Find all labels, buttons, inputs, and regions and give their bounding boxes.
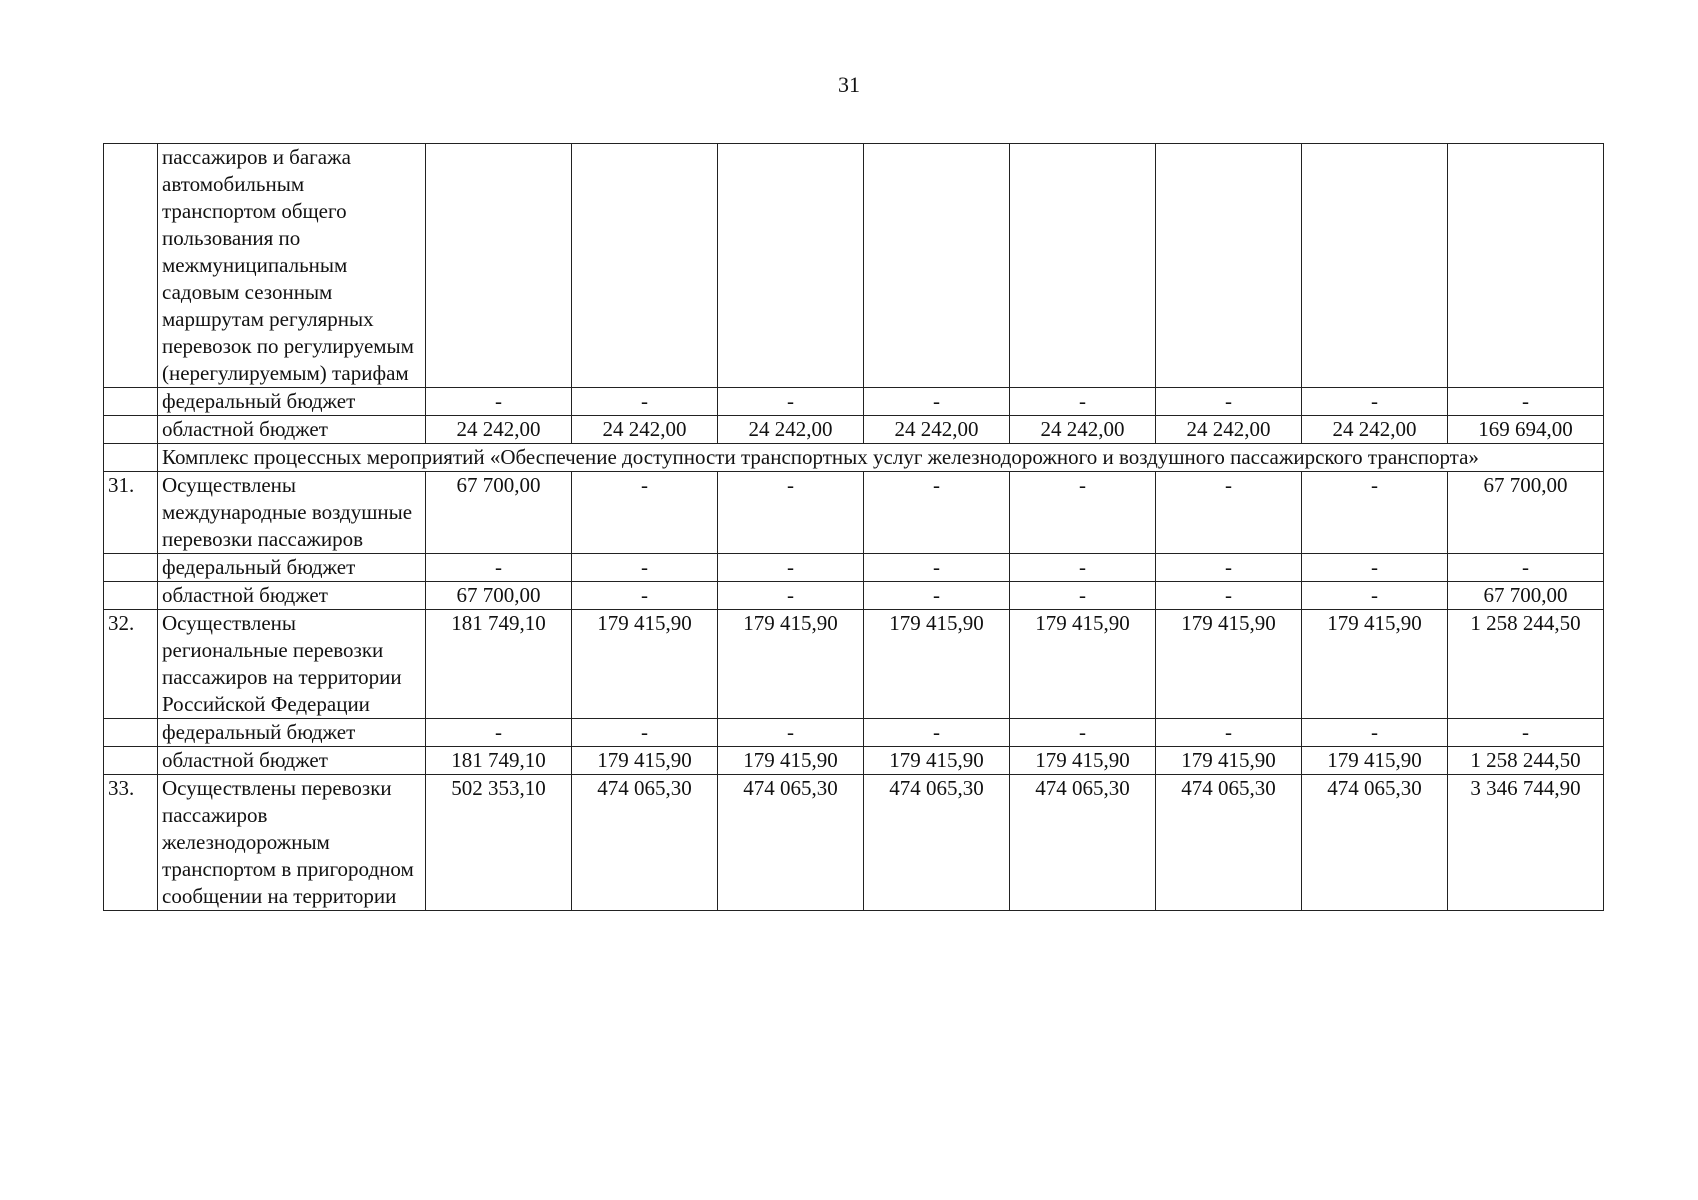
section-num-cell <box>104 444 158 472</box>
value-cell-total: - <box>1448 719 1604 747</box>
table-row-budget-source <box>104 719 1604 747</box>
value-cell: - <box>864 719 1010 747</box>
row-number <box>104 719 158 747</box>
value-cell: 67 700,00 <box>426 472 572 554</box>
value-cell: 474 065,30 <box>718 775 864 911</box>
value-cell: 179 415,90 <box>1010 610 1156 719</box>
value-cell: - <box>426 388 572 416</box>
table-row-budget-source <box>104 388 1604 416</box>
table-row-budget-source <box>104 554 1604 582</box>
row-name: областной бюджет <box>158 416 426 444</box>
value-cell: 179 415,90 <box>1156 747 1302 775</box>
value-cell: - <box>572 388 718 416</box>
value-cell: - <box>864 554 1010 582</box>
row-name: Осуществлены перевозки пассажиров железнодорожным транспортом в пригородном сообщении на территории <box>158 775 426 911</box>
value-cell: - <box>572 472 718 554</box>
value-cell: 179 415,90 <box>1156 610 1302 719</box>
value-cell: 67 700,00 <box>426 582 572 610</box>
budget-table <box>103 143 1604 911</box>
value-cell: 474 065,30 <box>864 775 1010 911</box>
value-cell-total: 3 346 744,90 <box>1448 775 1604 911</box>
row-name: федеральный бюджет <box>158 719 426 747</box>
value-cell: - <box>572 719 718 747</box>
value-cell: - <box>718 582 864 610</box>
value-cell: 179 415,90 <box>1010 747 1156 775</box>
row-number: 32. <box>104 610 158 719</box>
value-cell-total <box>1448 144 1604 388</box>
value-cell-total: 67 700,00 <box>1448 582 1604 610</box>
value-cell: 474 065,30 <box>1156 775 1302 911</box>
table-row-item <box>104 610 1604 719</box>
row-name: Осуществлены региональные перевозки пассажиров на территории Российской Федерации <box>158 610 426 719</box>
value-cell: - <box>1156 472 1302 554</box>
value-cell: - <box>1010 388 1156 416</box>
value-cell <box>1010 144 1156 388</box>
value-cell: 179 415,90 <box>718 610 864 719</box>
value-cell <box>426 144 572 388</box>
row-number: 31. <box>104 472 158 554</box>
table-row-item <box>104 144 1604 388</box>
value-cell: - <box>1156 554 1302 582</box>
value-cell: 474 065,30 <box>572 775 718 911</box>
value-cell: - <box>1010 719 1156 747</box>
value-cell <box>864 144 1010 388</box>
value-cell: - <box>572 554 718 582</box>
value-cell: - <box>1010 554 1156 582</box>
value-cell: - <box>1010 472 1156 554</box>
value-cell: - <box>718 554 864 582</box>
row-number: 33. <box>104 775 158 911</box>
value-cell: 24 242,00 <box>426 416 572 444</box>
value-cell: - <box>1156 582 1302 610</box>
value-cell: - <box>718 388 864 416</box>
value-cell: 179 415,90 <box>864 747 1010 775</box>
value-cell: 179 415,90 <box>718 747 864 775</box>
value-cell: - <box>864 582 1010 610</box>
row-name: пассажиров и багажа автомобильным транспортом общего пользования по межмуниципальным садовым сезонным маршрутам регулярных перевозок по регулируемым (нерегулируемым) тарифам <box>158 144 426 388</box>
table-row-budget-source <box>104 747 1604 775</box>
row-number <box>104 554 158 582</box>
value-cell-total: - <box>1448 388 1604 416</box>
value-cell: - <box>426 719 572 747</box>
value-cell: 181 749,10 <box>426 747 572 775</box>
value-cell: - <box>1156 388 1302 416</box>
value-cell: - <box>718 472 864 554</box>
section-title: Комплекс процессных мероприятий «Обеспечение доступности транспортных услуг железнодорожного и воздушного пассажирского транспорта» <box>158 444 1604 472</box>
row-number <box>104 416 158 444</box>
value-cell: - <box>1302 582 1448 610</box>
value-cell <box>572 144 718 388</box>
value-cell: 502 353,10 <box>426 775 572 911</box>
value-cell: 474 065,30 <box>1302 775 1448 911</box>
value-cell: - <box>572 582 718 610</box>
value-cell: - <box>1010 582 1156 610</box>
value-cell: - <box>1302 472 1448 554</box>
value-cell: - <box>426 554 572 582</box>
row-name: областной бюджет <box>158 582 426 610</box>
row-name: областной бюджет <box>158 747 426 775</box>
value-cell: - <box>1302 388 1448 416</box>
value-cell: 179 415,90 <box>1302 610 1448 719</box>
value-cell <box>718 144 864 388</box>
value-cell: 24 242,00 <box>1156 416 1302 444</box>
value-cell-total: 1 258 244,50 <box>1448 610 1604 719</box>
row-number <box>104 144 158 388</box>
row-number <box>104 582 158 610</box>
value-cell: 24 242,00 <box>864 416 1010 444</box>
value-cell: 179 415,90 <box>1302 747 1448 775</box>
value-cell: 179 415,90 <box>572 610 718 719</box>
value-cell: - <box>1302 719 1448 747</box>
row-name: федеральный бюджет <box>158 554 426 582</box>
value-cell: - <box>1302 554 1448 582</box>
table-row-item <box>104 775 1604 911</box>
value-cell: 24 242,00 <box>572 416 718 444</box>
table-row-budget-source <box>104 582 1604 610</box>
value-cell: - <box>1156 719 1302 747</box>
value-cell: 181 749,10 <box>426 610 572 719</box>
page-number: 31 <box>838 72 860 97</box>
value-cell: 24 242,00 <box>718 416 864 444</box>
row-name: Осуществлены международные воздушные перевозки пассажиров <box>158 472 426 554</box>
section-row <box>104 444 1604 472</box>
value-cell: 24 242,00 <box>1010 416 1156 444</box>
value-cell: 179 415,90 <box>864 610 1010 719</box>
value-cell: 474 065,30 <box>1010 775 1156 911</box>
value-cell: - <box>718 719 864 747</box>
table-row-budget-source <box>104 416 1604 444</box>
value-cell <box>1156 144 1302 388</box>
row-name: федеральный бюджет <box>158 388 426 416</box>
row-number <box>104 747 158 775</box>
table-body <box>104 144 1604 911</box>
value-cell-total: - <box>1448 554 1604 582</box>
value-cell: - <box>864 472 1010 554</box>
table-row-item <box>104 472 1604 554</box>
row-number <box>104 388 158 416</box>
value-cell: 179 415,90 <box>572 747 718 775</box>
value-cell-total: 169 694,00 <box>1448 416 1604 444</box>
value-cell-total: 67 700,00 <box>1448 472 1604 554</box>
value-cell <box>1302 144 1448 388</box>
value-cell: - <box>864 388 1010 416</box>
value-cell-total: 1 258 244,50 <box>1448 747 1604 775</box>
value-cell: 24 242,00 <box>1302 416 1448 444</box>
